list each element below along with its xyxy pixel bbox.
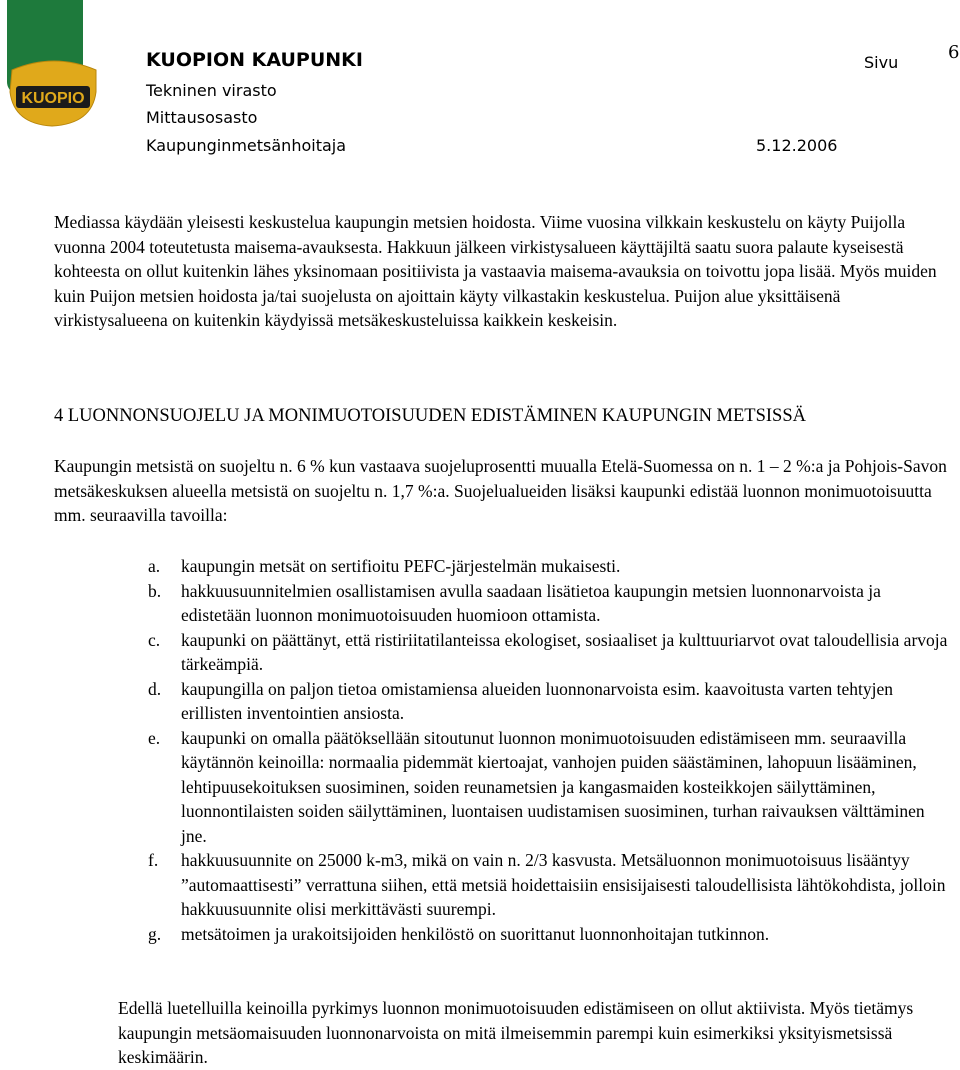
list-marker: e. [148, 727, 161, 748]
list-item-text: kaupungin metsät on sertifioitu PEFC-järjestelmän mukaisesti. [181, 556, 621, 576]
section-paragraph: Kaupungin metsistä on suojeltu n. 6 % kun vastaava suojeluprosentti muualla Etelä-Suomessa on n. 1 – 2 %:a ja Pohjois-Savon metsäkeskuksen alueella metsistä on suojeltu n. 1,7 %:a. Suojelualueiden lisäksi kaupunki edistää luonnon monimuotoisuutta mm. seuraavilla tavoilla: [54, 456, 947, 525]
list-item-text: kaupunki on omalla päätöksellään sitoutunut luonnon monimuotoisuuden edistämiseen mm. seuraavilla käytännön keinoilla: normaalia pidemmät kiertoajat, vanhojen puiden säästäminen, lahopuun lisääminen, lehtipuusekoituksen suosiminen, soiden reunametsien ja kangasmaiden kosteikkojen säilyttäminen, luonnontilaisten soiden säilyttäminen, luontaisen uudistamisen suosiminen, turhan raivauksen välttäminen jne. [181, 727, 925, 846]
page-label: Sivu [864, 53, 899, 72]
list-marker: b. [148, 580, 162, 601]
svg-text:KUOPIO: KUOPIO [21, 90, 85, 107]
list-item-text: metsätoimen ja urakoitsijoiden henkilöstö on suorittanut luonnonhoitajan tutkinnon. [181, 923, 770, 944]
list-item-text: hakkuusuunnitelmien osallistamisen avulla saadaan lisätietoa kaupungin metsien luonnonarvoista ja edistetään luonnon monimuotoisuuden huomioon ottamista. [181, 580, 881, 625]
list-item-text: kaupungilla on paljon tietoa omistamiensa alueiden luonnonarvoista esim. kaavoitusta varten tehtyjen erillisten inventointien ansiosta. [181, 678, 893, 723]
list-item-text: kaupunki on päättänyt, että ristiriitatilanteissa ekologiset, sosiaaliset ja kulttuuriarvot ovat taloudellisia arvoja tärkeämpiä. [181, 629, 948, 674]
list-item [148, 726, 953, 849]
list-item [148, 579, 953, 628]
department: Tekninen virasto [146, 81, 277, 100]
page-number: 6 [948, 42, 960, 63]
measures-list [148, 554, 953, 946]
document-date: 5.12.2006 [756, 136, 838, 155]
kuopio-logo [4, 0, 104, 128]
list-item [148, 922, 953, 947]
role: Kaupunginmetsänhoitaja [146, 136, 347, 155]
closing-paragraph: Edellä luetelluilla keinoilla pyrkimys luonnon monimuotoisuuden edistämiseen on ollut aktiivista. Myös tietämys kaupungin metsäomaisuuden luonnonarvoista on mitä ilmeisemmin parempi kuin esimerkiksi yksityismetsissä keskimäärin. [118, 998, 914, 1067]
list-item [148, 554, 953, 579]
list-item [148, 848, 953, 922]
list-marker: c. [148, 629, 161, 650]
section-heading: 4 LUONNONSUOJELU JA MONIMUOTOISUUDEN EDISTÄMINEN KAUPUNGIN METSISSÄ [54, 406, 806, 426]
list-item [148, 677, 953, 726]
org-name: KUOPION KAUPUNKI [146, 49, 363, 71]
list-marker: f. [148, 850, 159, 870]
list-item-text: hakkuusuunnite on 25000 k-m3, mikä on vain n. 2/3 kasvusta. Metsäluonnon monimuotoisuus lisääntyy ”automaattisesti” verrattuna siihen, että metsiä hoidettaisiin ensisijaisesti taloudellisista lähtökohdista, jolloin hakkuusuunnite olisi merkittävästi suurempi. [181, 850, 946, 919]
list-marker: g. [148, 923, 162, 944]
list-item [148, 628, 953, 677]
unit: Mittausosasto [146, 108, 258, 127]
list-marker: d. [148, 678, 162, 699]
list-marker: a. [148, 556, 161, 576]
intro-paragraph: Mediassa käydään yleisesti keskustelua kaupungin metsien hoidosta. Viime vuosina vilkkain keskustelu on käyty Puijolla vuonna 2004 toteutetusta maisema-avauksesta. Hakkuun jälkeen virkistysalueen käyttäjiltä saatu suora palaute kyseisestä kohteesta on ollut kuitenkin lähes yksinomaan positiivista ja vastaavia maisema-avauksia on toivottu jopa lisää. Myös muiden kuin Puijon metsien hoidosta ja/tai suojelusta on ajoittain käyty vilkastakin keskustelua. Puijon alue yksittäisenä virkistysalueena on kuitenkin käydyissä metsäkeskusteluissa kaikkein keskeisin. [54, 212, 937, 330]
